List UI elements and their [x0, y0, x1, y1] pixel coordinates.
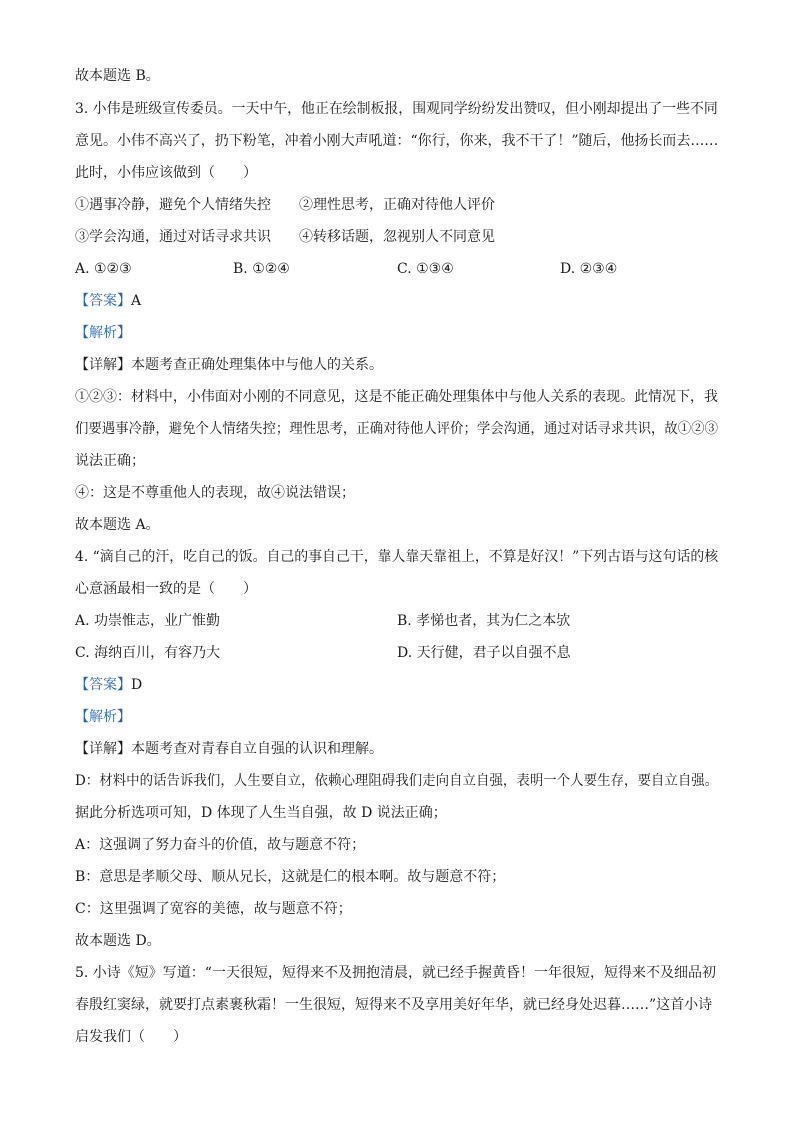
q3-option-c: C. ①③④ [397, 261, 454, 277]
q4-detail-line-2: D：材料中的话告诉我们，人生要自立，依赖心理阻碍我们走向自立自强，表明一个人要生存，要自立自强。 [75, 773, 719, 789]
q3-answer-value: A [131, 293, 142, 309]
previous-question-conclusion: 故本题选 B。 [75, 68, 160, 84]
q3-statement-row-2: ③学会沟通，通过对话寻求共识 ④转移话题，忽视别人不同意见 [75, 229, 495, 245]
q4-option-b: B. 孝悌也者，其为仁之本欤 [397, 613, 571, 629]
q3-stem-line-1: 3. 小伟是班级宣传委员。一天中午，他正在绘制板报，围观同学纷纷发出赞叹，但小刚却提出了一些不同 [75, 101, 718, 117]
answer-tag: 【答案】 [75, 293, 131, 309]
q3-detail-line-6: 故本题选 A。 [75, 517, 160, 533]
q3-detail-line-5: ④：这是不尊重他人的表现，故④说法错误； [75, 485, 355, 501]
q4-stem-line-2: 心意涵最相一致的是（ ） [75, 581, 257, 597]
q4-detail-line-6: C：这里强调了宽容的美德，故与题意不符； [75, 901, 352, 917]
analysis-tag: 【解析】 [75, 709, 131, 725]
q3-statement-row-1: ①遇事冷静，避免个人情绪失控 ②理性思考，正确对待他人评价 [75, 197, 495, 213]
q4-answer-line [75, 675, 142, 695]
q4-option-d: D. 天行健，君子以自强不息 [397, 645, 571, 661]
q3-stem-line-2: 意见。小伟不高兴了，扔下粉笔，冲着小刚大声吼道：“你行，你来，我不干了！”随后，他扬长而去…… [75, 133, 719, 149]
q4-option-a: A. 功崇惟志，业广惟勤 [75, 613, 221, 629]
q3-detail-line-4: 说法正确； [75, 453, 145, 469]
q4-option-c: C. 海纳百川，有容乃大 [75, 645, 221, 661]
q3-analysis-heading [75, 323, 131, 343]
q4-detail-line-4: A：这强调了努力奋斗的价值，故与题意不符； [75, 837, 366, 853]
analysis-tag: 【解析】 [75, 325, 131, 341]
q3-detail-line-2: ①②③：材料中，小伟面对小刚的不同意见，这是不能正确处理集体中与他人关系的表现。此情况下，我 [75, 389, 718, 405]
q5-stem-line-1: 5. 小诗《短》写道：“一天很短，短得来不及拥抱清晨，就已经手握黄昏！一年很短，短得来不及细品初 [75, 965, 716, 981]
q4-detail-line-7: 故本题选 D。 [75, 933, 161, 949]
q4-stem-line-1: 4. “滴自己的汗，吃自己的饭。自己的事自己干，靠人靠天靠祖上，不算是好汉！”下列古语与这句话的核 [75, 549, 719, 565]
q4-answer-value: D [131, 677, 143, 693]
q3-option-d: D. ②③④ [560, 261, 618, 277]
q3-detail-line-3: 们要遇事冷静，避免个人情绪失控；理性思考，正确对待他人评价；学会沟通，通过对话寻求共识，故①②③ [75, 421, 718, 437]
q4-analysis-heading [75, 707, 131, 727]
answer-tag: 【答案】 [75, 677, 131, 693]
q3-option-a: A. ①②③ [75, 261, 132, 277]
q3-answer-line [75, 291, 141, 311]
q5-stem-line-2: 春殷红窦绿，就要打点素裹秋霜！一生很短，短得来不及享用美好年华，就已经身处迟暮……”这首小诗 [75, 997, 713, 1013]
q4-detail-line-5: B：意思是孝顺父母、顺从兄长，这就是仁的根本啊。故与题意不符； [75, 869, 506, 885]
q3-stem-line-3: 此时，小伟应该做到（ ） [75, 165, 257, 181]
q3-option-b: B. ①②④ [233, 261, 290, 277]
q5-stem-line-3: 启发我们（ ） [75, 1029, 187, 1045]
q3-detail-line-1: 【详解】本题考查正确处理集体中与他人的关系。 [75, 357, 383, 373]
q4-detail-line-1: 【详解】本题考查对青春自立自强的认识和理解。 [75, 741, 383, 757]
q4-detail-line-3: 据此分析选项可知，D 体现了人生当自强，故 D 说法正确； [75, 805, 447, 821]
